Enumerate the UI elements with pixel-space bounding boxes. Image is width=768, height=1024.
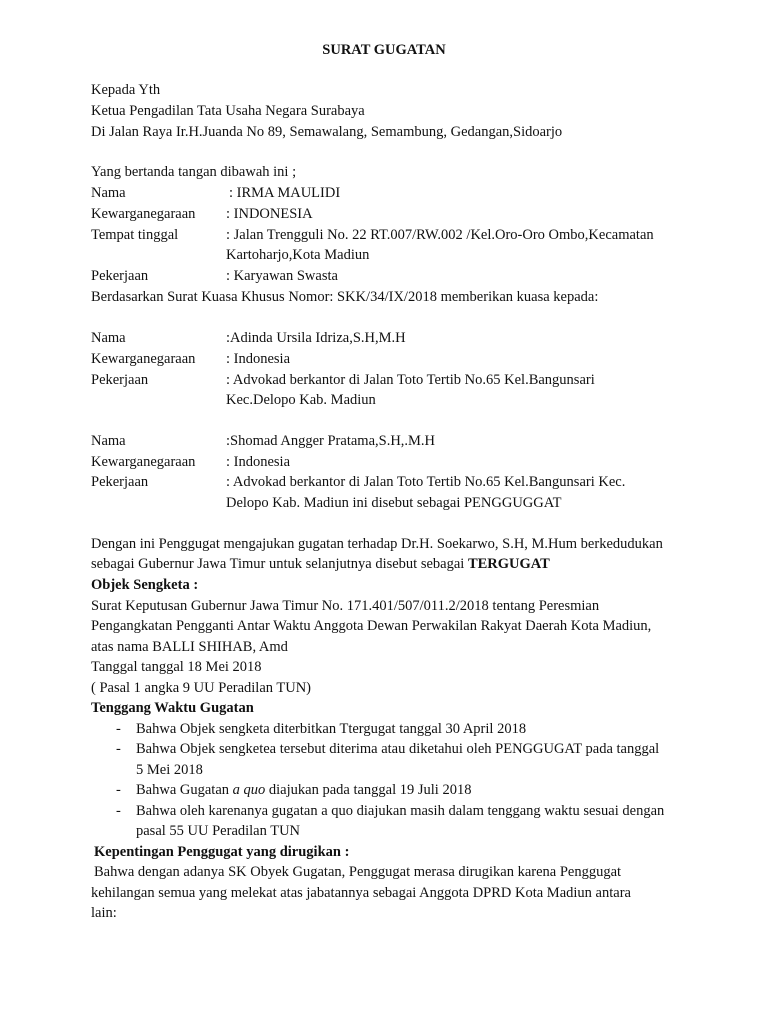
bullet-dash: - xyxy=(116,803,121,819)
object-line-1: Surat Keputusan Gubernur Jawa Timur No. 171.401/507/011.2/2018 tentang Peresmian xyxy=(91,598,600,614)
attorney1-name-value: :Adinda Ursila Idriza,S.H,M.H xyxy=(226,330,406,346)
plaintiff-residence-value-1: : Jalan Trengguli No. 22 RT.007/RW.002 /Kel.Oro-Oro Ombo,Kecamatan xyxy=(226,227,654,243)
object-line-2: Pengangkatan Pengganti Antar Waktu Anggota Dewan Perwakilan Rakyat Daerah Kota Madiun, xyxy=(91,618,652,634)
object-line-3: atas nama BALLI SHIHAB, Amd xyxy=(91,639,288,655)
addressee-line-2: Ketua Pengadilan Tata Usaha Negara Surabaya xyxy=(91,103,365,119)
deadline-item-3-italic: a quo xyxy=(232,782,266,798)
plaintiff-residence-label: Tempat tinggal xyxy=(91,227,179,243)
deadline-item-4-line-2: pasal 55 UU Peradilan TUN xyxy=(136,823,301,839)
power-of-attorney-text: Berdasarkan Surat Kuasa Khusus Nomor: SKK/34/IX/2018 memberikan kuasa kepada: xyxy=(91,289,599,305)
claim-line-1: Dengan ini Penggugat mengajukan gugatan terhadap Dr.H. Soekarwo, S.H, M.Hum berkedudukan xyxy=(91,536,663,552)
plaintiff-nationality-label: Kewarganegaraan xyxy=(91,206,196,222)
claim-line-2 xyxy=(91,554,550,574)
bullet-dash: - xyxy=(116,782,121,798)
deadline-item-3 xyxy=(136,780,471,800)
bullet-dash: - xyxy=(116,721,121,737)
plaintiff-nationality-value: : INDONESIA xyxy=(226,206,313,222)
attorney2-nationality-label: Kewarganegaraan xyxy=(91,454,196,470)
attorney2-name-label: Nama xyxy=(91,433,126,449)
attorney2-job-value-1: : Advokad berkantor di Jalan Toto Tertib No.65 Kel.Bangunsari Kec. xyxy=(226,474,626,490)
deadline-item-3-suffix: diajukan pada tanggal 19 Juli 2018 xyxy=(265,782,472,798)
claim-line-2-text: sebagai Gubernur Jawa Timur untuk selanjutnya disebut sebagai xyxy=(91,556,468,572)
attorney2-nationality-value: : Indonesia xyxy=(226,454,291,470)
defendant-label: TERGUGAT xyxy=(467,556,550,572)
interest-line-1: Bahwa dengan adanya SK Obyek Gugatan, Penggugat merasa dirugikan karena Penggugat xyxy=(94,864,622,880)
interest-line-2: kehilangan semua yang melekat atas jabatannya sebagai Anggota DPRD Kota Madiun antara xyxy=(91,885,631,901)
object-heading: Objek Sengketa : xyxy=(91,577,199,593)
deadline-item-1: Bahwa Objek sengketa diterbitkan Ttergugat tanggal 30 April 2018 xyxy=(136,721,527,737)
object-line-5: ( Pasal 1 angka 9 UU Peradilan TUN) xyxy=(91,680,311,696)
attorney1-name-label: Nama xyxy=(91,330,126,346)
plaintiff-job-label: Pekerjaan xyxy=(91,268,149,284)
document-title: SURAT GUGATAN xyxy=(322,42,446,58)
bullet-dash: - xyxy=(116,741,121,757)
attorney1-nationality-value: : Indonesia xyxy=(226,351,291,367)
intro-text: Yang bertanda tangan dibawah ini ; xyxy=(91,164,297,180)
deadline-heading: Tenggang Waktu Gugatan xyxy=(91,700,254,716)
attorney1-job-value-2: Kec.Delopo Kab. Madiun xyxy=(226,392,376,408)
plaintiff-name-label: Nama xyxy=(91,185,126,201)
plaintiff-name-value: : IRMA MAULIDI xyxy=(229,185,341,201)
deadline-item-3-prefix: Bahwa Gugatan xyxy=(136,782,233,798)
plaintiff-residence-value-2: Kartoharjo,Kota Madiun xyxy=(226,247,370,263)
attorney1-job-label: Pekerjaan xyxy=(91,372,149,388)
attorney2-job-label: Pekerjaan xyxy=(91,474,149,490)
object-line-4: Tanggal tanggal 18 Mei 2018 xyxy=(91,659,262,675)
addressee-line-3: Di Jalan Raya Ir.H.Juanda No 89, Semawalang, Semambung, Gedangan,Sidoarjo xyxy=(91,124,563,140)
deadline-item-4-line-1: Bahwa oleh karenanya gugatan a quo diajukan masih dalam tenggang waktu sesuai dengan xyxy=(136,803,665,819)
deadline-item-2-line-2: 5 Mei 2018 xyxy=(136,762,203,778)
attorney1-nationality-label: Kewarganegaraan xyxy=(91,351,196,367)
deadline-item-2-line-1: Bahwa Objek sengketea tersebut diterima atau diketahui oleh PENGGUGAT pada tanggal xyxy=(136,741,660,757)
attorney1-job-value-1: : Advokad berkantor di Jalan Toto Tertib No.65 Kel.Bangunsari xyxy=(226,372,595,388)
plaintiff-job-value: : Karyawan Swasta xyxy=(226,268,338,284)
attorney2-job-value-2: Delopo Kab. Madiun ini disebut sebagai PENGGUGGAT xyxy=(226,495,562,511)
interest-heading: Kepentingan Penggugat yang dirugikan : xyxy=(94,844,350,860)
addressee-line-1: Kepada Yth xyxy=(91,82,161,98)
interest-line-3: lain: xyxy=(91,905,117,921)
attorney2-name-value: :Shomad Angger Pratama,S.H,.M.H xyxy=(226,433,436,449)
